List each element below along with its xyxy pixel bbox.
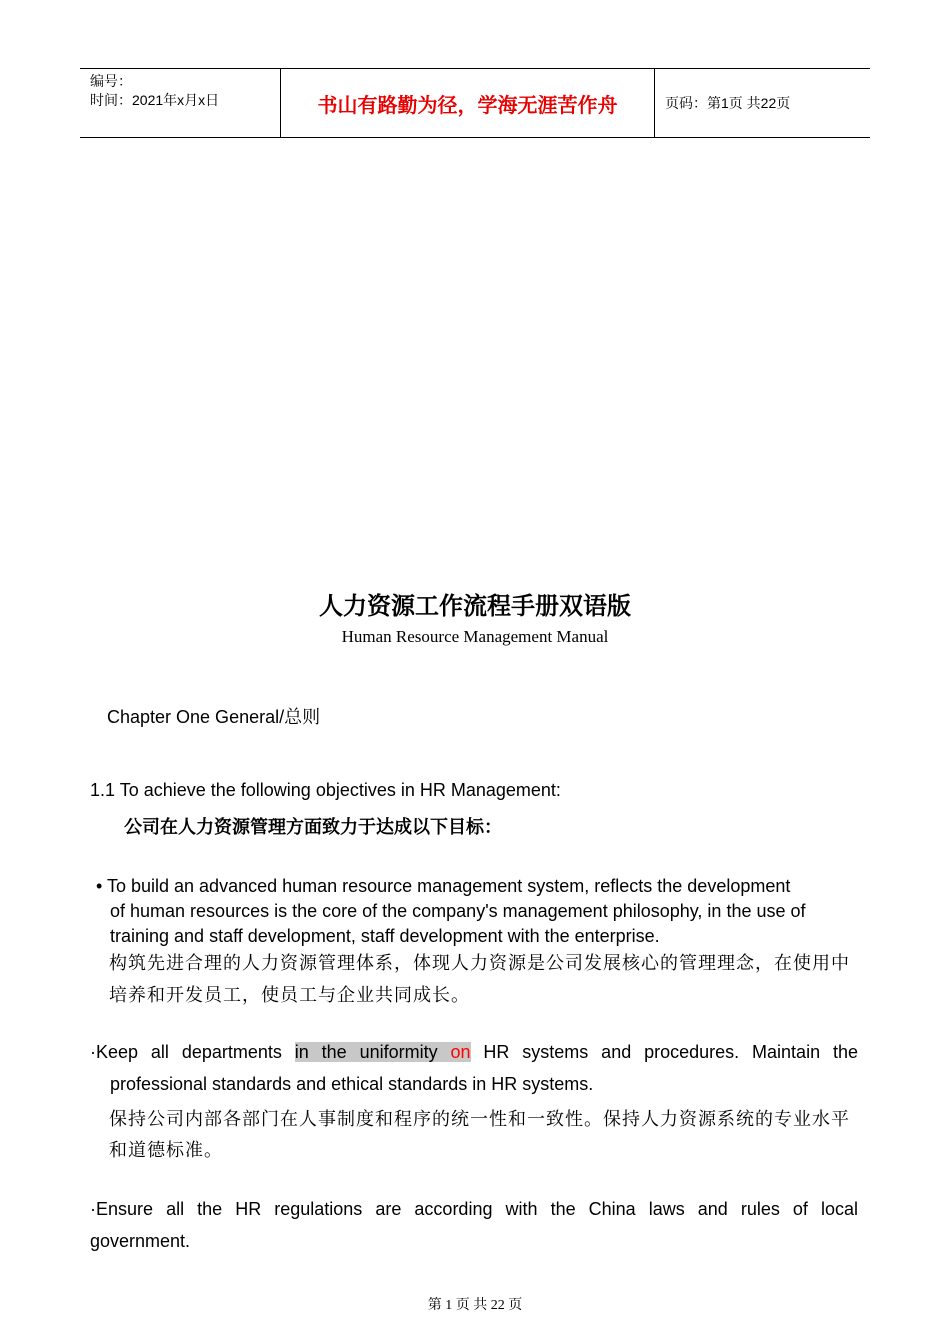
p2-text-a: ·Keep all departments xyxy=(90,1042,295,1062)
p2-line-1 xyxy=(90,1042,858,1063)
p2-zh-line-1: 保持公司内部各部门在人事制度和程序的统一性和一致性。保持人力资源系统的专业水平 xyxy=(109,1109,850,1129)
p1-line-1: • To build an advanced human resource management system, reflects the development xyxy=(96,876,791,896)
motto-text: 书山有路勤为径，学海无涯苦作舟 xyxy=(317,94,618,117)
header-motto-cell xyxy=(281,69,655,137)
section-heading-en: 1.1 To achieve the following objectives in HR Management: xyxy=(90,780,561,800)
chapter-heading: Chapter One General/总则 xyxy=(107,707,321,727)
p2-highlighted-text xyxy=(295,1042,471,1062)
time-label: 时间：2021年x月x日 xyxy=(90,92,220,108)
p2-text-b: HR systems and procedures. Maintain the xyxy=(470,1042,858,1062)
p2-zh-line-2: 和道德标准。 xyxy=(109,1140,223,1160)
header-table xyxy=(80,68,870,138)
page-label: 页码：第1页 共22页 xyxy=(665,94,791,111)
page-footer: 第 1 页 共 22 页 xyxy=(427,1298,523,1313)
p1-zh-line-2: 培养和开发员工，使员工与企业共同成长。 xyxy=(109,985,470,1005)
section-heading-zh: 公司在人力资源管理方面致力于达成以下目标： xyxy=(124,817,502,837)
p2-red-text: on xyxy=(450,1042,471,1062)
header-page-cell xyxy=(655,69,870,137)
p2-line-2: professional standards and ethical standards in HR systems. xyxy=(110,1074,594,1094)
header-info-cell xyxy=(80,69,281,137)
p2-highlight-text: in the uniformity xyxy=(294,1042,451,1062)
p3-line-1: ·Ensure all the HR regulations are according with the China laws and rules of local xyxy=(90,1199,858,1219)
p1-zh-line-1: 构筑先进合理的人力资源管理体系，体现人力资源是公司发展核心的管理理念，在使用中 xyxy=(109,953,850,973)
document-title: 人力资源工作流程手册双语版 xyxy=(319,594,631,620)
number-label: 编号： xyxy=(90,73,132,89)
document-subtitle: Human Resource Management Manual xyxy=(341,627,609,646)
p1-line-2: of human resources is the core of the company's management philosophy, in the use of xyxy=(110,901,806,921)
p3-line-2: government. xyxy=(90,1231,191,1251)
p1-line-3: training and staff development, staff development with the enterprise. xyxy=(110,926,660,946)
